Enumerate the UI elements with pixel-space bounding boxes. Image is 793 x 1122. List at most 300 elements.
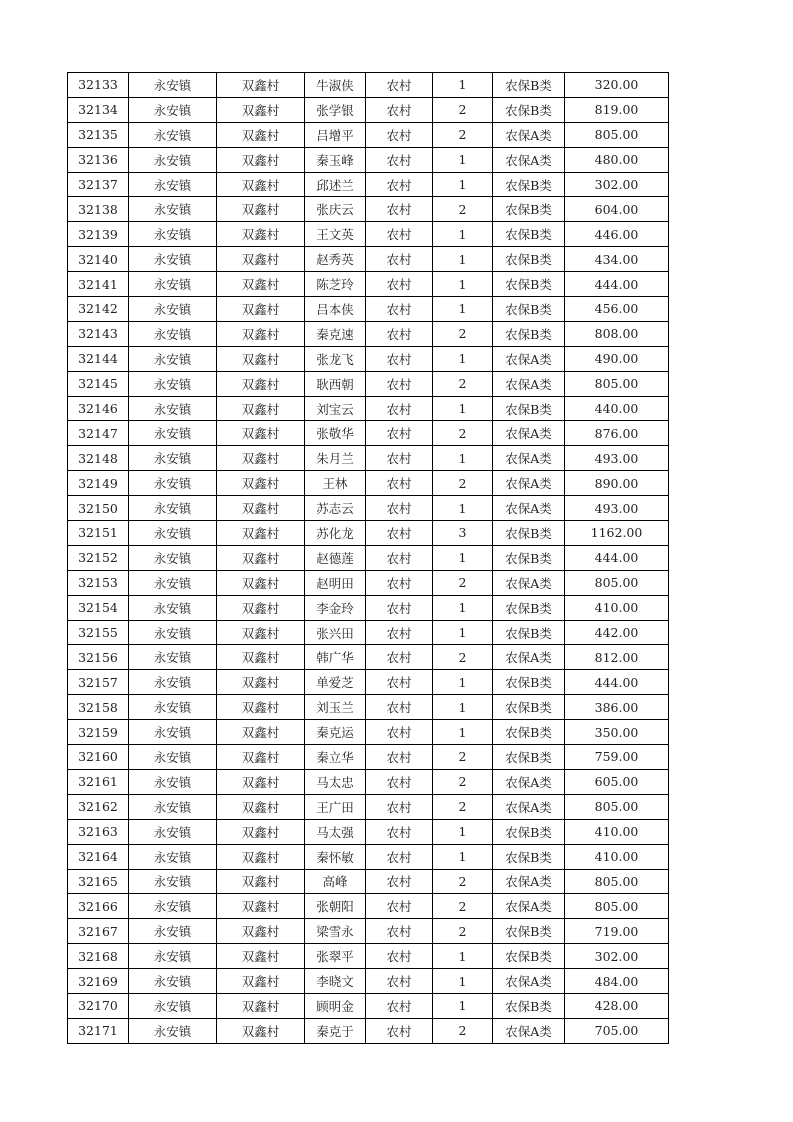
village-cell: 双鑫村 — [217, 321, 305, 346]
record-id-cell: 32134 — [68, 97, 129, 122]
town-cell: 永安镇 — [129, 297, 217, 322]
town-cell: 永安镇 — [129, 222, 217, 247]
village-cell: 双鑫村 — [217, 73, 305, 98]
record-id-cell: 32147 — [68, 421, 129, 446]
family-size-cell: 1 — [433, 844, 493, 869]
family-size-cell: 1 — [433, 620, 493, 645]
person-name-cell: 牛淑侠 — [305, 73, 366, 98]
person-name-cell: 张敬华 — [305, 421, 366, 446]
household-type-cell: 农村 — [366, 1018, 433, 1043]
insurance-category-cell: 农保B类 — [493, 73, 565, 98]
household-type-cell: 农村 — [366, 869, 433, 894]
amount-cell: 805.00 — [565, 570, 669, 595]
village-cell: 双鑫村 — [217, 396, 305, 421]
family-size-cell: 2 — [433, 745, 493, 770]
village-cell: 双鑫村 — [217, 346, 305, 371]
insurance-category-cell: 农保A类 — [493, 471, 565, 496]
record-id-cell: 32171 — [68, 1018, 129, 1043]
table-row — [68, 521, 669, 546]
amount-cell: 604.00 — [565, 197, 669, 222]
person-name-cell: 秦克速 — [305, 321, 366, 346]
person-name-cell: 秦克于 — [305, 1018, 366, 1043]
record-id-cell: 32135 — [68, 122, 129, 147]
household-type-cell: 农村 — [366, 73, 433, 98]
amount-cell: 410.00 — [565, 595, 669, 620]
person-name-cell: 吕本侠 — [305, 297, 366, 322]
person-name-cell: 顾明金 — [305, 993, 366, 1018]
village-cell: 双鑫村 — [217, 595, 305, 620]
record-id-cell: 32137 — [68, 172, 129, 197]
family-size-cell: 1 — [433, 73, 493, 98]
person-name-cell: 王广田 — [305, 794, 366, 819]
record-id-cell: 32148 — [68, 446, 129, 471]
beneficiary-table — [67, 72, 669, 1044]
record-id-cell: 32168 — [68, 944, 129, 969]
family-size-cell: 2 — [433, 1018, 493, 1043]
table-row — [68, 371, 669, 396]
person-name-cell: 邱述兰 — [305, 172, 366, 197]
household-type-cell: 农村 — [366, 222, 433, 247]
family-size-cell: 2 — [433, 321, 493, 346]
amount-cell: 410.00 — [565, 819, 669, 844]
household-type-cell: 农村 — [366, 819, 433, 844]
amount-cell: 812.00 — [565, 645, 669, 670]
table-row — [68, 471, 669, 496]
family-size-cell: 2 — [433, 197, 493, 222]
insurance-category-cell: 农保A类 — [493, 769, 565, 794]
amount-cell: 442.00 — [565, 620, 669, 645]
record-id-cell: 32160 — [68, 745, 129, 770]
insurance-category-cell: 农保A类 — [493, 869, 565, 894]
table-row — [68, 944, 669, 969]
insurance-category-cell: 农保B类 — [493, 321, 565, 346]
person-name-cell: 马太忠 — [305, 769, 366, 794]
table-row — [68, 73, 669, 98]
insurance-category-cell: 农保A类 — [493, 794, 565, 819]
insurance-category-cell: 农保A类 — [493, 346, 565, 371]
family-size-cell: 3 — [433, 521, 493, 546]
record-id-cell: 32165 — [68, 869, 129, 894]
person-name-cell: 马太强 — [305, 819, 366, 844]
table-row — [68, 819, 669, 844]
record-id-cell: 32163 — [68, 819, 129, 844]
household-type-cell: 农村 — [366, 745, 433, 770]
household-type-cell: 农村 — [366, 321, 433, 346]
amount-cell: 890.00 — [565, 471, 669, 496]
town-cell: 永安镇 — [129, 346, 217, 371]
person-name-cell: 赵德莲 — [305, 545, 366, 570]
household-type-cell: 农村 — [366, 844, 433, 869]
insurance-category-cell: 农保B类 — [493, 993, 565, 1018]
insurance-category-cell: 农保B类 — [493, 97, 565, 122]
household-type-cell: 农村 — [366, 570, 433, 595]
household-type-cell: 农村 — [366, 769, 433, 794]
amount-cell: 446.00 — [565, 222, 669, 247]
table-row — [68, 720, 669, 745]
table-row — [68, 869, 669, 894]
record-id-cell: 32170 — [68, 993, 129, 1018]
amount-cell: 605.00 — [565, 769, 669, 794]
record-id-cell: 32144 — [68, 346, 129, 371]
town-cell: 永安镇 — [129, 172, 217, 197]
household-type-cell: 农村 — [366, 670, 433, 695]
amount-cell: 805.00 — [565, 371, 669, 396]
amount-cell: 808.00 — [565, 321, 669, 346]
amount-cell: 805.00 — [565, 894, 669, 919]
person-name-cell: 吕增平 — [305, 122, 366, 147]
record-id-cell: 32138 — [68, 197, 129, 222]
village-cell: 双鑫村 — [217, 446, 305, 471]
household-type-cell: 农村 — [366, 521, 433, 546]
insurance-category-cell: 农保B类 — [493, 247, 565, 272]
table-row — [68, 993, 669, 1018]
village-cell: 双鑫村 — [217, 769, 305, 794]
record-id-cell: 32166 — [68, 894, 129, 919]
town-cell: 永安镇 — [129, 371, 217, 396]
insurance-category-cell: 农保B类 — [493, 172, 565, 197]
amount-cell: 759.00 — [565, 745, 669, 770]
family-size-cell: 2 — [433, 570, 493, 595]
town-cell: 永安镇 — [129, 1018, 217, 1043]
town-cell: 永安镇 — [129, 745, 217, 770]
record-id-cell: 32150 — [68, 496, 129, 521]
village-cell: 双鑫村 — [217, 670, 305, 695]
insurance-category-cell: 农保B类 — [493, 272, 565, 297]
amount-cell: 302.00 — [565, 944, 669, 969]
record-id-cell: 32141 — [68, 272, 129, 297]
household-type-cell: 农村 — [366, 371, 433, 396]
family-size-cell: 2 — [433, 894, 493, 919]
record-id-cell: 32169 — [68, 969, 129, 994]
amount-cell: 805.00 — [565, 869, 669, 894]
table-row — [68, 396, 669, 421]
amount-cell: 444.00 — [565, 272, 669, 297]
household-type-cell: 农村 — [366, 396, 433, 421]
family-size-cell: 1 — [433, 297, 493, 322]
insurance-category-cell: 农保A类 — [493, 570, 565, 595]
town-cell: 永安镇 — [129, 73, 217, 98]
amount-cell: 428.00 — [565, 993, 669, 1018]
village-cell: 双鑫村 — [217, 147, 305, 172]
insurance-category-cell: 农保B类 — [493, 670, 565, 695]
town-cell: 永安镇 — [129, 695, 217, 720]
village-cell: 双鑫村 — [217, 620, 305, 645]
household-type-cell: 农村 — [366, 421, 433, 446]
person-name-cell: 秦玉峰 — [305, 147, 366, 172]
insurance-category-cell: 农保B类 — [493, 919, 565, 944]
insurance-category-cell: 农保B类 — [493, 695, 565, 720]
family-size-cell: 1 — [433, 720, 493, 745]
village-cell: 双鑫村 — [217, 371, 305, 396]
table-row — [68, 570, 669, 595]
household-type-cell: 农村 — [366, 97, 433, 122]
amount-cell: 480.00 — [565, 147, 669, 172]
village-cell: 双鑫村 — [217, 844, 305, 869]
household-type-cell: 农村 — [366, 894, 433, 919]
village-cell: 双鑫村 — [217, 720, 305, 745]
insurance-category-cell: 农保B类 — [493, 197, 565, 222]
family-size-cell: 1 — [433, 595, 493, 620]
insurance-category-cell: 农保A类 — [493, 147, 565, 172]
record-id-cell: 32153 — [68, 570, 129, 595]
town-cell: 永安镇 — [129, 794, 217, 819]
record-id-cell: 32164 — [68, 844, 129, 869]
insurance-category-cell: 农保B类 — [493, 620, 565, 645]
record-id-cell: 32146 — [68, 396, 129, 421]
table-row — [68, 197, 669, 222]
household-type-cell: 农村 — [366, 471, 433, 496]
record-id-cell: 32158 — [68, 695, 129, 720]
family-size-cell: 1 — [433, 247, 493, 272]
household-type-cell: 农村 — [366, 147, 433, 172]
person-name-cell: 赵明田 — [305, 570, 366, 595]
table-row — [68, 247, 669, 272]
town-cell: 永安镇 — [129, 595, 217, 620]
amount-cell: 805.00 — [565, 794, 669, 819]
amount-cell: 705.00 — [565, 1018, 669, 1043]
town-cell: 永安镇 — [129, 122, 217, 147]
village-cell: 双鑫村 — [217, 521, 305, 546]
village-cell: 双鑫村 — [217, 496, 305, 521]
town-cell: 永安镇 — [129, 521, 217, 546]
insurance-category-cell: 农保A类 — [493, 645, 565, 670]
household-type-cell: 农村 — [366, 993, 433, 1018]
town-cell: 永安镇 — [129, 720, 217, 745]
amount-cell: 320.00 — [565, 73, 669, 98]
table-row — [68, 695, 669, 720]
household-type-cell: 农村 — [366, 272, 433, 297]
insurance-category-cell: 农保A类 — [493, 371, 565, 396]
person-name-cell: 刘宝云 — [305, 396, 366, 421]
household-type-cell: 农村 — [366, 122, 433, 147]
table-row — [68, 321, 669, 346]
insurance-category-cell: 农保B类 — [493, 396, 565, 421]
amount-cell: 490.00 — [565, 346, 669, 371]
person-name-cell: 高峰 — [305, 869, 366, 894]
household-type-cell: 农村 — [366, 346, 433, 371]
town-cell: 永安镇 — [129, 421, 217, 446]
record-id-cell: 32154 — [68, 595, 129, 620]
household-type-cell: 农村 — [366, 496, 433, 521]
household-type-cell: 农村 — [366, 944, 433, 969]
village-cell: 双鑫村 — [217, 969, 305, 994]
town-cell: 永安镇 — [129, 645, 217, 670]
village-cell: 双鑫村 — [217, 297, 305, 322]
village-cell: 双鑫村 — [217, 1018, 305, 1043]
amount-cell: 484.00 — [565, 969, 669, 994]
town-cell: 永安镇 — [129, 272, 217, 297]
table-row — [68, 421, 669, 446]
insurance-category-cell: 农保B类 — [493, 595, 565, 620]
family-size-cell: 1 — [433, 969, 493, 994]
amount-cell: 386.00 — [565, 695, 669, 720]
household-type-cell: 农村 — [366, 620, 433, 645]
table-row — [68, 446, 669, 471]
family-size-cell: 2 — [433, 471, 493, 496]
family-size-cell: 1 — [433, 147, 493, 172]
amount-cell: 819.00 — [565, 97, 669, 122]
insurance-category-cell: 农保B类 — [493, 745, 565, 770]
family-size-cell: 2 — [433, 794, 493, 819]
town-cell: 永安镇 — [129, 570, 217, 595]
town-cell: 永安镇 — [129, 97, 217, 122]
person-name-cell: 张学银 — [305, 97, 366, 122]
insurance-category-cell: 农保B类 — [493, 297, 565, 322]
family-size-cell: 1 — [433, 222, 493, 247]
amount-cell: 876.00 — [565, 421, 669, 446]
record-id-cell: 32142 — [68, 297, 129, 322]
amount-cell: 456.00 — [565, 297, 669, 322]
insurance-category-cell: 农保B类 — [493, 944, 565, 969]
record-id-cell: 32152 — [68, 545, 129, 570]
town-cell: 永安镇 — [129, 894, 217, 919]
person-name-cell: 张庆云 — [305, 197, 366, 222]
village-cell: 双鑫村 — [217, 794, 305, 819]
person-name-cell: 秦立华 — [305, 745, 366, 770]
insurance-category-cell: 农保A类 — [493, 969, 565, 994]
town-cell: 永安镇 — [129, 969, 217, 994]
amount-cell: 410.00 — [565, 844, 669, 869]
person-name-cell: 秦怀敏 — [305, 844, 366, 869]
family-size-cell: 1 — [433, 272, 493, 297]
table-row — [68, 919, 669, 944]
household-type-cell: 农村 — [366, 172, 433, 197]
town-cell: 永安镇 — [129, 545, 217, 570]
town-cell: 永安镇 — [129, 471, 217, 496]
town-cell: 永安镇 — [129, 769, 217, 794]
household-type-cell: 农村 — [366, 197, 433, 222]
person-name-cell: 李金玲 — [305, 595, 366, 620]
household-type-cell: 农村 — [366, 595, 433, 620]
insurance-category-cell: 农保A类 — [493, 421, 565, 446]
table-row — [68, 745, 669, 770]
record-id-cell: 32139 — [68, 222, 129, 247]
table-row — [68, 595, 669, 620]
table-row — [68, 545, 669, 570]
person-name-cell: 张兴田 — [305, 620, 366, 645]
town-cell: 永安镇 — [129, 670, 217, 695]
person-name-cell: 李晓文 — [305, 969, 366, 994]
record-id-cell: 32157 — [68, 670, 129, 695]
person-name-cell: 朱月兰 — [305, 446, 366, 471]
table-row — [68, 122, 669, 147]
town-cell: 永安镇 — [129, 197, 217, 222]
insurance-category-cell: 农保B类 — [493, 545, 565, 570]
record-id-cell: 32133 — [68, 73, 129, 98]
village-cell: 双鑫村 — [217, 993, 305, 1018]
record-id-cell: 32155 — [68, 620, 129, 645]
town-cell: 永安镇 — [129, 844, 217, 869]
household-type-cell: 农村 — [366, 446, 433, 471]
village-cell: 双鑫村 — [217, 645, 305, 670]
village-cell: 双鑫村 — [217, 471, 305, 496]
town-cell: 永安镇 — [129, 396, 217, 421]
amount-cell: 719.00 — [565, 919, 669, 944]
insurance-category-cell: 农保B类 — [493, 222, 565, 247]
town-cell: 永安镇 — [129, 919, 217, 944]
town-cell: 永安镇 — [129, 944, 217, 969]
table-row — [68, 272, 669, 297]
amount-cell: 444.00 — [565, 545, 669, 570]
amount-cell: 350.00 — [565, 720, 669, 745]
person-name-cell: 秦克运 — [305, 720, 366, 745]
person-name-cell: 耿西朝 — [305, 371, 366, 396]
record-id-cell: 32136 — [68, 147, 129, 172]
table-row — [68, 894, 669, 919]
family-size-cell: 1 — [433, 545, 493, 570]
village-cell: 双鑫村 — [217, 695, 305, 720]
person-name-cell: 王文英 — [305, 222, 366, 247]
record-id-cell: 32162 — [68, 794, 129, 819]
person-name-cell: 王林 — [305, 471, 366, 496]
family-size-cell: 1 — [433, 172, 493, 197]
village-cell: 双鑫村 — [217, 197, 305, 222]
family-size-cell: 2 — [433, 769, 493, 794]
family-size-cell: 2 — [433, 919, 493, 944]
insurance-category-cell: 农保A类 — [493, 122, 565, 147]
insurance-category-cell: 农保A类 — [493, 496, 565, 521]
table-row — [68, 769, 669, 794]
town-cell: 永安镇 — [129, 147, 217, 172]
person-name-cell: 韩广华 — [305, 645, 366, 670]
insurance-category-cell: 农保A类 — [493, 446, 565, 471]
village-cell: 双鑫村 — [217, 745, 305, 770]
record-id-cell: 32149 — [68, 471, 129, 496]
amount-cell: 805.00 — [565, 122, 669, 147]
household-type-cell: 农村 — [366, 247, 433, 272]
village-cell: 双鑫村 — [217, 545, 305, 570]
record-id-cell: 32156 — [68, 645, 129, 670]
table-row — [68, 794, 669, 819]
household-type-cell: 农村 — [366, 297, 433, 322]
household-type-cell: 农村 — [366, 969, 433, 994]
family-size-cell: 1 — [433, 496, 493, 521]
family-size-cell: 1 — [433, 993, 493, 1018]
household-type-cell: 农村 — [366, 720, 433, 745]
household-type-cell: 农村 — [366, 695, 433, 720]
amount-cell: 493.00 — [565, 446, 669, 471]
village-cell: 双鑫村 — [217, 272, 305, 297]
record-id-cell: 32143 — [68, 321, 129, 346]
family-size-cell: 2 — [433, 869, 493, 894]
village-cell: 双鑫村 — [217, 421, 305, 446]
town-cell: 永安镇 — [129, 993, 217, 1018]
village-cell: 双鑫村 — [217, 894, 305, 919]
town-cell: 永安镇 — [129, 819, 217, 844]
table-row — [68, 496, 669, 521]
record-id-cell: 32159 — [68, 720, 129, 745]
table-row — [68, 844, 669, 869]
person-name-cell: 张翠平 — [305, 944, 366, 969]
person-name-cell: 单爱芝 — [305, 670, 366, 695]
village-cell: 双鑫村 — [217, 869, 305, 894]
person-name-cell: 刘玉兰 — [305, 695, 366, 720]
table-row — [68, 969, 669, 994]
person-name-cell: 张龙飞 — [305, 346, 366, 371]
family-size-cell: 2 — [433, 645, 493, 670]
insurance-category-cell: 农保B类 — [493, 521, 565, 546]
table-row — [68, 1018, 669, 1043]
person-name-cell: 苏化龙 — [305, 521, 366, 546]
town-cell: 永安镇 — [129, 620, 217, 645]
table-row — [68, 172, 669, 197]
family-size-cell: 1 — [433, 446, 493, 471]
person-name-cell: 赵秀英 — [305, 247, 366, 272]
insurance-category-cell: 农保B类 — [493, 844, 565, 869]
insurance-category-cell: 农保A类 — [493, 894, 565, 919]
family-size-cell: 1 — [433, 670, 493, 695]
town-cell: 永安镇 — [129, 446, 217, 471]
